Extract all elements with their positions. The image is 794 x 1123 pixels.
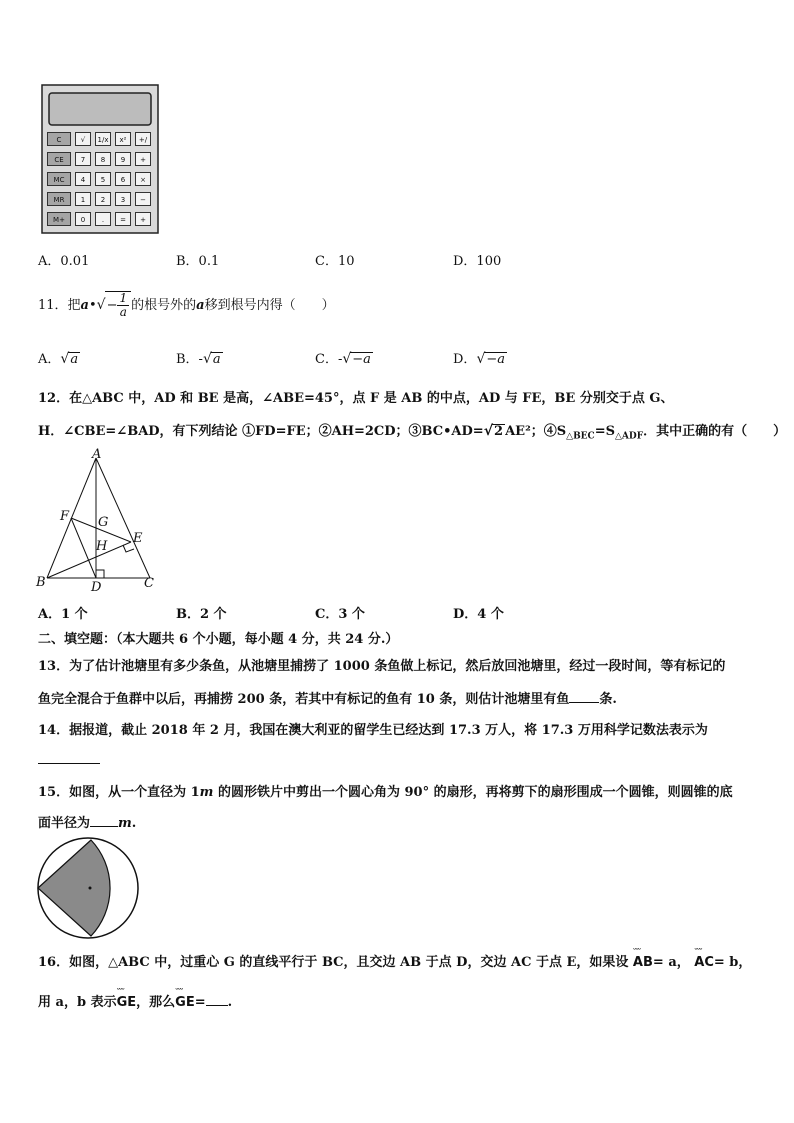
fraction: $\frac{1}{a}$ <box>119 291 128 319</box>
point-label: G <box>98 515 109 530</box>
calculator-key: 0 <box>75 212 91 226</box>
calculator-key: √ <box>75 132 91 146</box>
q12-option-d: D．4 个 <box>453 607 504 622</box>
q16-line-1: 16．如图，△ABC 中，过重心 G 的直线平行于 BC，且交边 AB 于点 D，交边 AC 于点 E，如果设 ᵕᵕᵕ AB= a， ᵕᵕᵕ AC= b， <box>38 951 764 970</box>
calculator-key: − <box>135 192 151 206</box>
q11-option-a: A．√a <box>38 351 79 367</box>
point-label: F <box>60 509 70 524</box>
calculator-key: x² <box>115 132 131 146</box>
calculator-key: M+ <box>47 212 71 226</box>
q10-option-a: A．0.01 <box>38 254 90 269</box>
q11-option-b: B．-√a <box>176 351 221 367</box>
calculator-key: 7 <box>75 152 91 166</box>
answer-blank[interactable] <box>569 690 599 703</box>
q12-option-a: A．1 个 <box>38 607 88 622</box>
calculator-key: 5 <box>95 172 111 186</box>
q12-line-1: 12．在△ABC 中，AD 和 BE 是高，∠ABE=45°，点 F 是 AB 的中点，AD 与 FE，BE 分别交于点 G、 <box>38 391 674 406</box>
point-label: C <box>144 576 154 591</box>
calculator-key: 9 <box>115 152 131 166</box>
section-2-heading: 二、填空题：（本大题共 6 个小题，每小题 4 分，共 24 分.） <box>38 632 399 647</box>
calculator-key: + <box>135 212 151 226</box>
calculator-key: 4 <box>75 172 91 186</box>
point-label: H <box>96 539 108 554</box>
circle-sector-diagram <box>36 836 140 940</box>
q14-answer-blank[interactable] <box>38 763 100 764</box>
calculator-key: +/ <box>135 132 151 146</box>
calculator-key: = <box>115 212 131 226</box>
calculator-key: × <box>135 172 151 186</box>
q16-line-2: 用 a，b 表示ᵕᵕᵕ GE，那么ᵕᵕᵕ GE= . <box>38 991 764 1010</box>
calculator-key: 3 <box>115 192 131 206</box>
point-label: A <box>92 447 102 462</box>
q15-line-2: 面半径为 m. <box>38 816 137 831</box>
q12-option-c: C．3 个 <box>315 607 365 622</box>
calculator-key: 8 <box>95 152 111 166</box>
calculator-key: 2 <box>95 192 111 206</box>
calculator-key: 1/x <box>95 132 111 146</box>
q12-option-b: B．2 个 <box>176 607 227 622</box>
triangle-figure <box>34 446 164 596</box>
triangle-diagram <box>34 446 164 596</box>
point-label: D <box>91 580 102 595</box>
answer-blank[interactable] <box>206 993 228 1006</box>
calculator-key: CE <box>47 152 71 166</box>
calculator-key: 6 <box>115 172 131 186</box>
calculator-key: 1 <box>75 192 91 206</box>
q13-line-2: 鱼完全混合于鱼群中以后，再捕捞 200 条，若其中有标记的鱼有 10 条，则估计池塘里有鱼 条. <box>38 692 617 707</box>
q15-line-1: 15．如图，从一个直径为 1m 的圆形铁片中剪出一个圆心角为 90° 的扇形，再将剪下的扇形围成一个圆锥，则圆锥的底 <box>38 785 733 800</box>
q10-option-d: D．100 <box>453 254 502 269</box>
q11-option-d: D．√−a <box>453 351 506 367</box>
sector-figure <box>36 836 140 940</box>
calculator-key: MC <box>47 172 71 186</box>
point-label: E <box>133 531 143 546</box>
calculator-key: . <box>95 212 111 226</box>
calculator-key: MR <box>47 192 71 206</box>
point-label: B <box>36 575 46 590</box>
calculator-figure <box>41 84 159 234</box>
q14-line-1: 14．据报道，截止 2018 年 2 月，我国在澳大利亚的留学生已经达到 17.3 万人，将 17.3 万用科学记数法表示为 <box>38 723 708 738</box>
q11-stem: 11．把a•√− $\frac{1}{a}$ 的根号外的a移到根号内得（ ） <box>38 291 335 319</box>
q11-option-c: C．-√−a <box>315 351 371 367</box>
q10-option-c: C．10 <box>315 254 355 269</box>
q13-line-1: 13．为了估计池塘里有多少条鱼，从池塘里捕捞了 1000 条鱼做上标记，然后放回池塘里，经过一段时间，等有标记的 <box>38 659 726 674</box>
q12-line-2: H．∠CBE=∠BAD，有下列结论 ①FD=FE；②AH=2CD；③BC•AD=√2 AE²；$④S_{\triangle BEC}=S_{\triangle ADF}$．其中正确的有（ ） <box>38 423 787 442</box>
answer-blank[interactable] <box>90 814 118 827</box>
q10-option-b: B．0.1 <box>176 254 220 269</box>
calculator-key: C <box>47 132 71 146</box>
radical-expression: − $\frac{1}{a}$ <box>105 291 132 319</box>
calculator-key: + <box>135 152 151 166</box>
